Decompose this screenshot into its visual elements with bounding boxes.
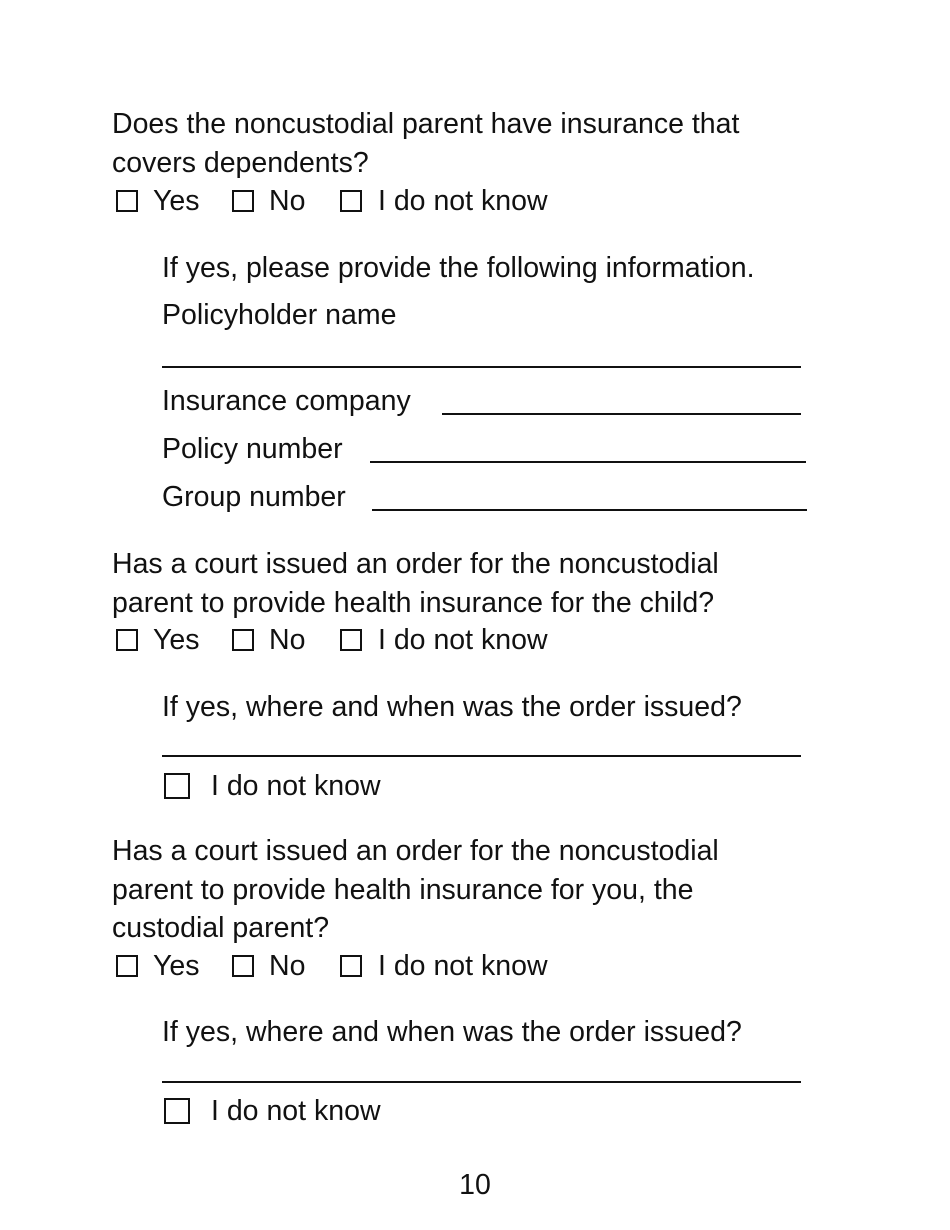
option-label: I do not know [378, 950, 548, 982]
checkbox[interactable] [116, 629, 138, 651]
option-label: I do not know [378, 624, 548, 656]
checkbox[interactable] [232, 629, 254, 651]
checkbox[interactable] [164, 773, 190, 799]
question-line: Has a court issued an order for the noncustodial [112, 835, 719, 867]
checkbox[interactable] [164, 1098, 190, 1124]
option-label: No [269, 185, 306, 217]
checkbox[interactable] [232, 190, 254, 212]
question-line: custodial parent? [112, 912, 330, 944]
question-line: parent to provide health insurance for the child? [112, 586, 715, 619]
option-label: Yes [153, 624, 200, 656]
question-court-order-child [112, 545, 719, 622]
checkbox[interactable] [340, 955, 362, 977]
checkbox[interactable] [340, 629, 362, 651]
checkbox[interactable] [116, 955, 138, 977]
question-court-order-custodial [112, 832, 719, 948]
group-number-field[interactable] [372, 509, 807, 511]
checkbox[interactable] [340, 190, 362, 212]
question-line: Has a court issued an order for the noncustodial [112, 548, 719, 580]
option-label: I do not know [211, 770, 381, 802]
question-insurance-dependents [112, 105, 739, 182]
policyholder-name-label: Policyholder name [162, 299, 397, 331]
question-line: parent to provide health insurance for you, the [112, 873, 694, 906]
group-number-label: Group number [162, 481, 346, 513]
insurance-company-field[interactable] [442, 413, 801, 415]
option-label: I do not know [378, 185, 548, 217]
policy-number-label: Policy number [162, 433, 343, 465]
q1-followup-instruction: If yes, please provide the following information. [162, 252, 755, 284]
question-line: Does the noncustodial parent have insurance that [112, 108, 740, 140]
checkbox[interactable] [116, 190, 138, 212]
question-line: covers dependents? [112, 146, 369, 179]
option-label: No [269, 950, 306, 982]
q2-order-details-field[interactable] [162, 755, 801, 757]
option-label: I do not know [211, 1095, 381, 1127]
option-label: Yes [153, 185, 200, 217]
checkbox[interactable] [232, 955, 254, 977]
option-label: Yes [153, 950, 200, 982]
q2-followup-question: If yes, where and when was the order issued? [162, 691, 742, 723]
insurance-company-label: Insurance company [162, 385, 411, 417]
policy-number-field[interactable] [370, 461, 806, 463]
policyholder-name-field[interactable] [162, 366, 801, 368]
page-number: 10 [459, 1169, 491, 1201]
q3-order-details-field[interactable] [162, 1081, 801, 1083]
q3-followup-question: If yes, where and when was the order issued? [162, 1016, 742, 1048]
option-label: No [269, 624, 306, 656]
